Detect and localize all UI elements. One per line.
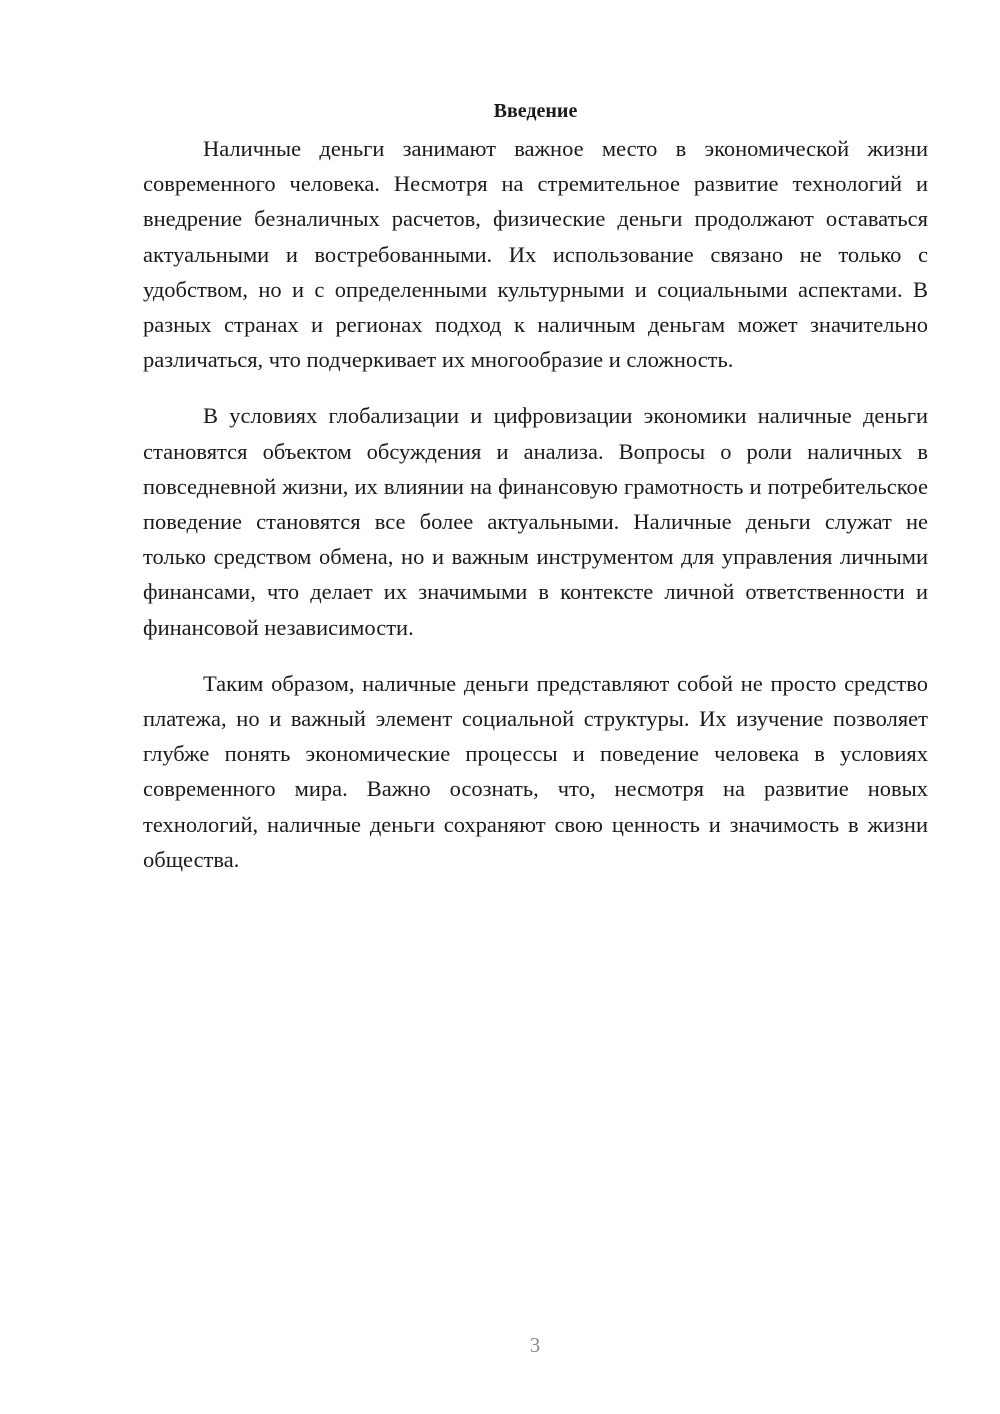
page-number: 3 xyxy=(529,1333,541,1357)
section-heading: Введение xyxy=(493,100,578,122)
paragraph-3: Таким образом, наличные деньги представляют собой не просто средство платежа, но и важный элемент социальной структуры. Их изучение позволяет глубже понять экономические процессы и поведение человека в условиях современного мира. Важно осознать, что, несмотря на развитие новых технологий, наличные деньги сохраняют свою ценность и значимость в жизни общества. xyxy=(143,670,928,872)
paragraph-2: В условиях глобализации и цифровизации экономики наличные деньги становятся объектом обсуждения и анализа. Вопросы о роли наличных в повседневной жизни, их влиянии на финансовую грамотность и потребительское поведение становятся все более актуальными. Наличные деньги служат не только средством обмена, но и важным инструментом для управления личными финансами, что делает их значимыми в контексте личной ответственности и финансовой независимости. xyxy=(143,403,928,640)
paragraph-1: Наличные деньги занимают важное место в экономической жизни современного человека. Несмотря на стремительное развитие технологий и внедрение безналичных расчетов, физические деньги продолжают оставаться актуальными и востребованными. Их использование связано не только с удобством, но и с определенными культурными и социальными аспектами. В разных странах и регионах подход к наличным деньгам может значительно различаться, что подчеркивает их многообразие и сложность. xyxy=(143,136,928,373)
page-content xyxy=(143,95,928,898)
